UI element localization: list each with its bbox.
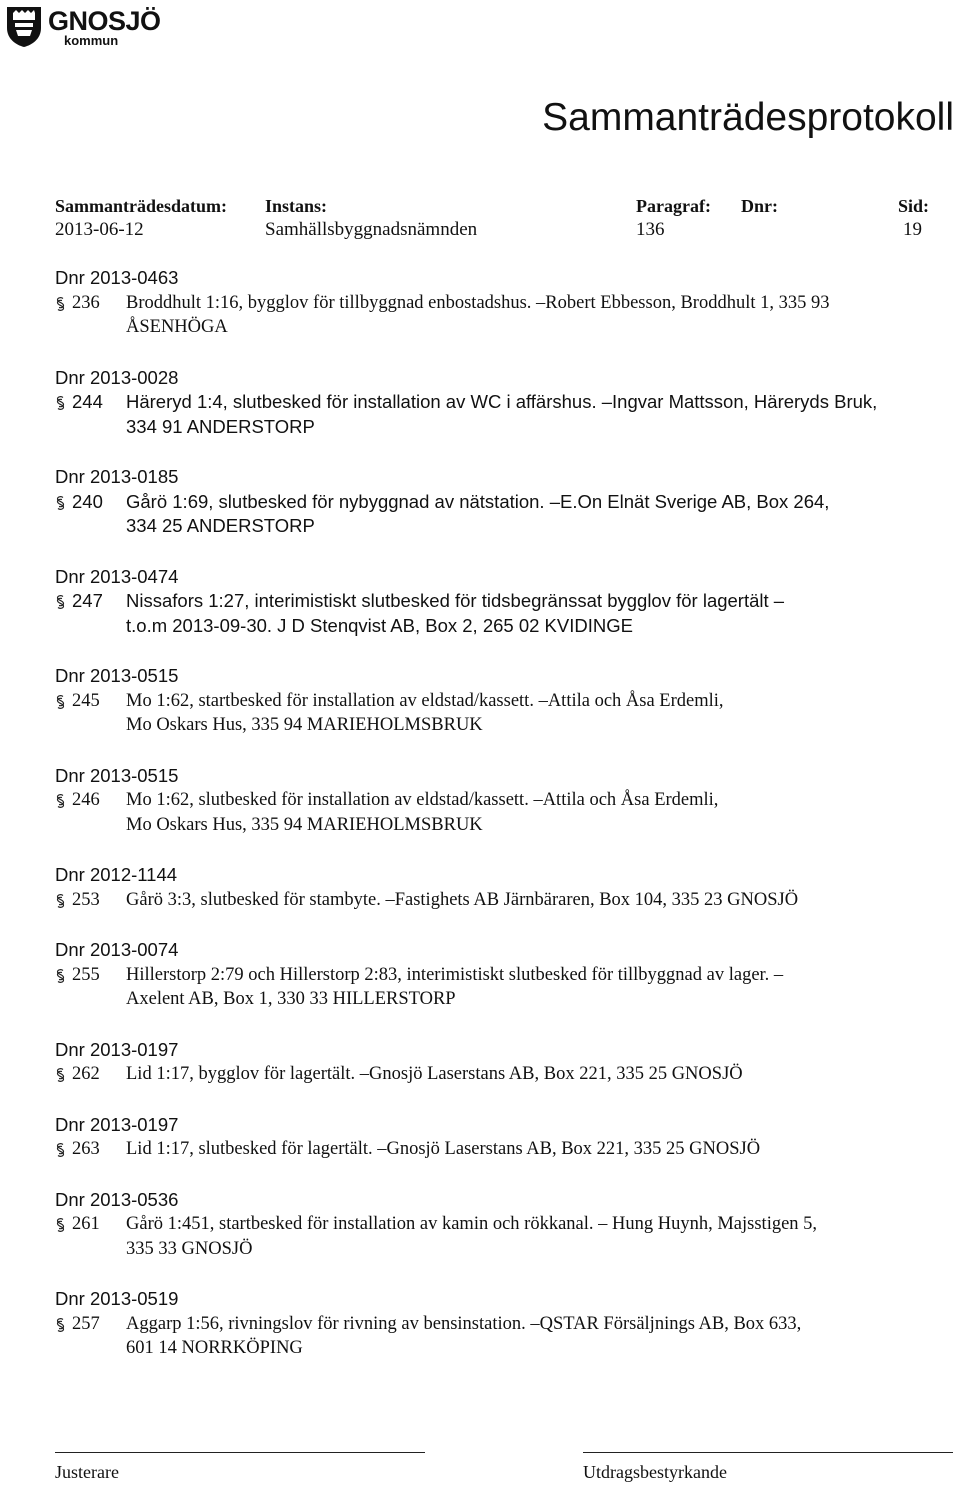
case-dnr: Dnr 2012-1144 — [55, 864, 178, 885]
paragraf-value: 136 — [636, 219, 665, 240]
crest-icon — [4, 4, 44, 48]
case-number: 262 — [72, 1064, 100, 1084]
case-entry — [55, 863, 945, 912]
case-entry — [55, 565, 945, 639]
case-description: Gårö 3:3, slutbesked för stambyte. –Fastighets AB Järnbäraren, Box 104, 335 23 GNOSJÖ — [126, 889, 799, 910]
case-dnr: Dnr 2013-0519 — [55, 1288, 179, 1309]
case-dnr: Dnr 2013-0463 — [55, 267, 179, 288]
case-number: 263 — [72, 1139, 100, 1159]
date-label: Sammanträdesdatum: — [55, 196, 228, 216]
section-sign-icon — [55, 1143, 66, 1157]
footer-justerare: Justerare — [55, 1462, 119, 1482]
case-number: 253 — [72, 889, 100, 910]
case-description: Lid 1:17, slutbesked för lagertält. –Gnosjö Laserstans AB, Box 221, 335 25 GNOSJÖ — [126, 1139, 761, 1159]
case-description: Broddhult 1:16, bygglov för tillbyggnad enbostadshus. –Robert Ebbesson, Broddhult 1, 335 93 — [126, 292, 830, 313]
case-entry — [55, 1188, 945, 1262]
dnr-label: Dnr: — [741, 196, 778, 216]
case-description-continued: t.o.m 2013-09-30. J D Stenqvist AB, Box 2, 265 02 KVIDINGE — [126, 614, 633, 636]
instans-label: Instans: — [265, 196, 328, 216]
section-sign-icon — [55, 396, 66, 410]
case-description-continued: 601 14 NORRKÖPING — [126, 1338, 303, 1358]
section-sign-icon — [55, 794, 66, 808]
case-number: 240 — [72, 490, 103, 512]
paragraf-label: Paragraf: — [636, 196, 711, 216]
section-sign-icon — [55, 1068, 66, 1082]
case-dnr: Dnr 2013-0197 — [55, 1038, 179, 1060]
case-dnr: Dnr 2013-0074 — [55, 939, 179, 960]
case-number: 255 — [72, 964, 100, 985]
case-number: 261 — [72, 1214, 100, 1234]
case-entry — [55, 1287, 945, 1361]
logo-name: GNOSJÖ — [48, 6, 161, 36]
case-dnr: Dnr 2013-0197 — [55, 1113, 179, 1135]
case-description: Mo 1:62, startbesked för installation av eldstad/kassett. –Attila och Åsa Erdemli, — [126, 690, 724, 711]
case-dnr: Dnr 2013-0185 — [55, 466, 179, 487]
case-dnr: Dnr 2013-0515 — [55, 764, 179, 786]
section-sign-icon — [55, 969, 66, 983]
section-sign-icon — [55, 595, 66, 609]
case-entry — [55, 764, 945, 838]
case-entry — [55, 1038, 945, 1087]
municipality-logo — [4, 4, 174, 48]
case-entry — [55, 938, 945, 1012]
case-description-continued: Mo Oskars Hus, 335 94 MARIEHOLMSBRUK — [126, 715, 483, 735]
case-dnr: Dnr 2013-0515 — [55, 665, 179, 686]
footer-utdragsbestyrkande: Utdragsbestyrkande — [583, 1462, 727, 1482]
section-sign-icon — [55, 496, 66, 510]
case-number: 257 — [72, 1313, 100, 1334]
signature-line-right — [583, 1452, 953, 1453]
case-description: Gårö 1:451, startbesked för installation av kamin och rökkanal. – Hung Huynh, Majsstigen 5, — [126, 1214, 818, 1234]
case-entry — [55, 1113, 945, 1162]
section-sign-icon — [55, 1218, 66, 1232]
case-description: Nissafors 1:27, interimistiskt slutbesked för tidsbegränssat bygglov för lagertält – — [126, 590, 785, 611]
signature-line-left — [55, 1452, 425, 1453]
case-number: 246 — [72, 790, 100, 810]
section-sign-icon — [55, 297, 66, 311]
case-list — [55, 266, 945, 1387]
case-description: Lid 1:17, bygglov för lagertält. –Gnosjö Laserstans AB, Box 221, 335 25 GNOSJÖ — [126, 1064, 743, 1084]
case-description-continued: Axelent AB, Box 1, 330 33 HILLERSTORP — [126, 989, 456, 1009]
case-description-continued: 334 91 ANDERSTORP — [126, 415, 315, 437]
section-sign-icon — [55, 1318, 66, 1332]
sid-value: 19 — [903, 219, 922, 240]
case-dnr: Dnr 2013-0474 — [55, 565, 179, 587]
case-dnr: Dnr 2013-0536 — [55, 1188, 179, 1210]
instans-value: Samhällsbyggnadsnämnden — [265, 219, 478, 240]
case-entry — [55, 366, 945, 440]
section-sign-icon — [55, 894, 66, 908]
case-entry — [55, 664, 945, 738]
case-description: Mo 1:62, slutbesked för installation av eldstad/kassett. –Attila och Åsa Erdemli, — [126, 790, 719, 810]
sid-label: Sid: — [898, 196, 930, 216]
logo-subtitle: kommun — [64, 33, 119, 48]
case-description: Gårö 1:69, slutbesked för nybyggnad av nätstation. –E.On Elnät Sverige AB, Box 264, — [126, 490, 830, 512]
case-entry — [55, 266, 945, 340]
case-entry — [55, 465, 945, 539]
case-description: Häreryd 1:4, slutbesked för installation av WC i affärshus. –Ingvar Mattsson, Häreryds Bruk, — [126, 391, 878, 412]
case-description-continued: 334 25 ANDERSTORP — [126, 515, 315, 536]
case-description-continued: ÅSENHÖGA — [126, 317, 228, 337]
case-description-continued: 335 33 GNOSJÖ — [126, 1238, 253, 1259]
section-sign-icon — [55, 695, 66, 709]
case-number: 236 — [72, 292, 100, 313]
case-number: 245 — [72, 690, 100, 711]
case-number: 247 — [72, 590, 103, 611]
case-description: Aggarp 1:56, rivningslov för rivning av bensinstation. –QSTAR Försäljnings AB, Box 633, — [126, 1313, 802, 1334]
date-value: 2013-06-12 — [55, 219, 144, 240]
case-description-continued: Mo Oskars Hus, 335 94 MARIEHOLMSBRUK — [126, 814, 483, 835]
case-description: Hillerstorp 2:79 och Hillerstorp 2:83, interimistiskt slutbesked för tillbyggnad av lager. – — [126, 964, 784, 985]
page-title: Sammanträdesprotokoll — [542, 96, 954, 139]
case-number: 244 — [72, 391, 103, 412]
case-dnr: Dnr 2013-0028 — [55, 366, 179, 388]
